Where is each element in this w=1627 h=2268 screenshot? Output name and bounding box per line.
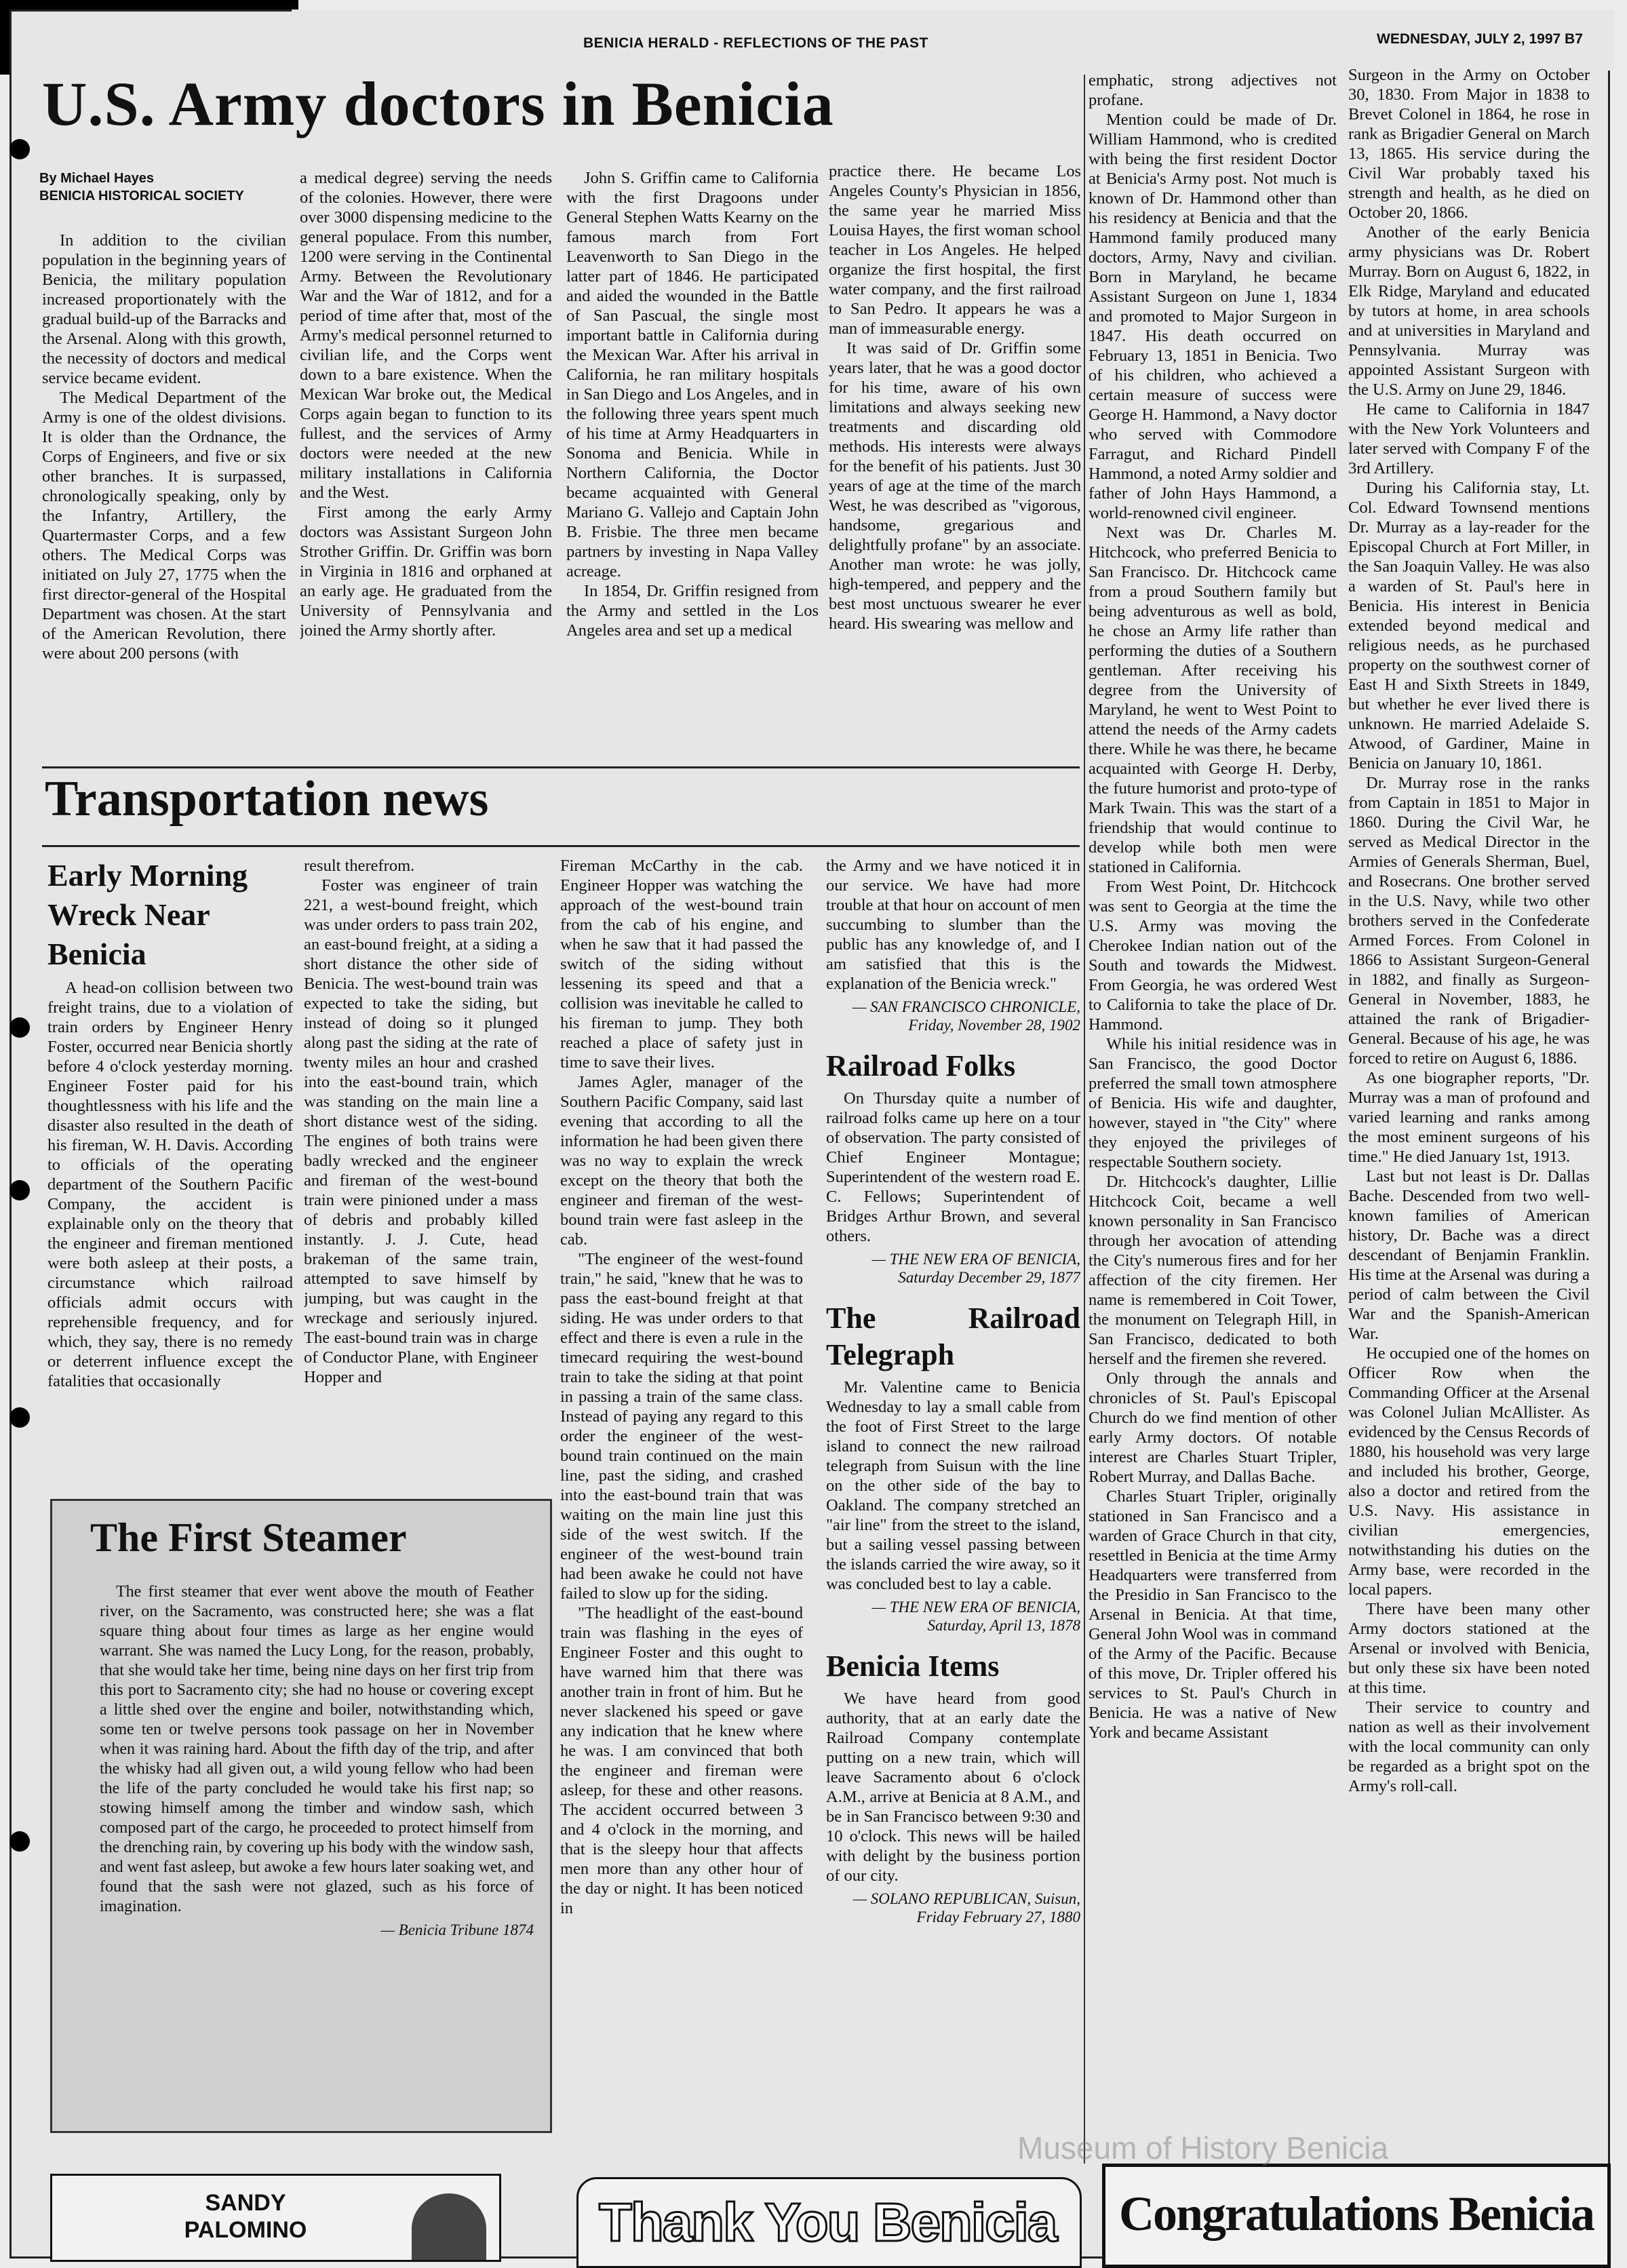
paragraph: a medical degree) serving the needs of the colonies. However, there were over 3000 dispensing medicine to the general populace. From this number, 1200 were serving in the Continental Army. Between the Revolutionary War and the War of 1812, and for a period of time after that, most of the Army's medical personnel returned to civilian life, and the Corps went down to a bare existence. When the Mexican War broke out, the Medical Corps again began to function to its fullest, and the services of Army doctors were needed at the new military installations in California and the West. <box>300 169 552 502</box>
column-divider <box>1084 75 1085 2164</box>
paragraph: Mention could be made of Dr. William Hammond, who is credited with being the first resident Doctor at Benicia's Army post. Not much is known of Dr. Hammond other than his residency at Benicia and that the Hammond family produced many doctors, Army, Navy and civilian. Born in Maryland, he became Assistant Surgeon on June 1, 1834 and promoted to Major Surgeon in 1847. His death occurred on February 13, 1851 in Benicia. Two of his children, who achieved a certain measure of success were George H. Hammond, a Navy doctor who served with Commodore Farragut, and Richard Pindell Hammond, a noted Army soldier and father of John Hays Hammond, a world-renowned civil engineer. <box>1089 111 1337 522</box>
paragraph: practice there. He became Los Angeles County's Physician in 1856, the same year he married Miss Louisa Hayes, the first woman school teacher in Los Angeles. He helped organize the first hospital, the first water company, and the first railroad to San Pedro. It appears he was a man of immeasurable energy. <box>829 162 1081 338</box>
wreck-col-1 <box>47 856 293 1480</box>
wreck-col-2 <box>304 856 538 1480</box>
paragraph: Foster was engineer of train 221, a west-bound freight, which was under orders to pass train 202, an east-bound freight, at a siding a short distance the other side of Benicia. The west-bound train was expected to take the siding, but instead of doing so it plunged along past the siding at the rate of twenty miles an hour and crashed into the east-bound train, which was standing on the main line a short distance west of the siding. The engines of both trains were badly wrecked and the engineer and fireman of the west-bound train were pinioned under a mass of debris and probably killed instantly. J. J. Cute, head brakeman of the same train, attempted to save himself by jumping, but was caught in the wreckage and seriously injured. The east-bound train was in charge of Conductor Plane, with Engineer Hopper and <box>304 876 538 1386</box>
telegraph-credit: — THE NEW ERA OF BENICIA, Saturday, April 13, 1878 <box>871 1599 1080 1634</box>
ad-thank-you <box>576 2177 1082 2268</box>
paragraph: "The headlight of the east-bound train was flashing in the eyes of Engineer Foster and this ought to have warned him that there was another train in front of him. But he never slackened his speed or gave any indication that he knew where he was. I am convinced that both the engineer and fireman were asleep, for these and other reasons. The accident occurred between 3 and 4 o'clock in the morning, and that is the sleepy hour that affects men more than any other hour of the day or night. It has been noticed in <box>560 1604 803 1917</box>
railroad-folks-credit: — THE NEW ERA OF BENICIA, Saturday December 29, 1877 <box>871 1251 1080 1286</box>
steamer-title: The First Steamer <box>90 1515 407 1560</box>
main-col-2 <box>300 168 552 760</box>
paragraph: On Thursday quite a number of railroad folks came up here on a tour of observation. The party consisted of Chief Engineer Montague; Superintendent of the western road E. C. Fellows; Superintendent of Bridges Arthur Brown, and several others. <box>826 1089 1080 1245</box>
main-col-1 <box>42 231 286 760</box>
date-page: WEDNESDAY, JULY 2, 1997 B7 <box>1377 31 1583 47</box>
byline-author: By Michael Hayes <box>39 171 154 186</box>
paragraph: Their service to country and nation as well as their involvement with the local community can only be regarded as a bright spot on the Army's roll-call. <box>1348 1698 1590 1795</box>
paragraph: Mr. Valentine came to Benicia Wednesday to lay a small cable from the foot of First Street to the large island to connect the new railroad telegraph from Suisun with the line on the other side of the bay to Oakland. The company stretched an "air line" from the street to the island, but a sailing vessel passing between the islands carried the wire away, so it was concluded best to lay a cable. <box>826 1378 1080 1593</box>
paragraph: He occupied one of the homes on Officer Row when the Commanding Officer at the Arsenal was Colonel Julian McAllister. As evidenced by the Census Records of 1880, his household was very large and included his brother, George, also a doctor and retired from the U.S. Navy. His assistance in civilian emergencies, notwithstanding his duties on the Army base, were recorded in the local papers. <box>1348 1344 1590 1599</box>
paragraph: While his initial residence was in San Francisco, the good Doctor preferred the small town atmosphere of Benicia. His wife and daughter, however, stayed in "the City" where they enjoyed the privileges of respectable Southern society. <box>1089 1035 1337 1171</box>
main-col-4 <box>829 161 1081 760</box>
main-headline: U.S. Army doctors in Benicia <box>42 69 834 138</box>
paragraph: the Army and we have noticed it in our service. We have had more trouble at that hour on account of men succumbing to slumber than the public has any knowledge of, and I am satisfied that this is the explanation of the Benicia wreck." <box>826 857 1080 993</box>
running-head: BENICIA HERALD - REFLECTIONS OF THE PAST <box>583 35 928 51</box>
first-steamer-box <box>50 1499 552 2133</box>
transport-col-4 <box>826 856 1080 2145</box>
paragraph: Last but not least is Dr. Dallas Bache. Descended from two well-known families of American history, Dr. Bache was a direct descendant of Benjamin Franklin. His time at the Arsenal was during a period of calm between the Civil War and the Spanish-American War. <box>1348 1167 1590 1343</box>
portrait-photo <box>412 2193 486 2262</box>
paragraph: As one biographer reports, "Dr. Murray was a man of profound and varied learning and ranks among the most eminent surgeons of his time." He died January 1st, 1913. <box>1348 1069 1590 1166</box>
section-rule-top <box>42 766 1080 768</box>
punch-hole <box>9 1017 30 1038</box>
benicia-items-credit: — SOLANO REPUBLICAN, Suisun, Friday February 27, 1880 <box>852 1890 1080 1925</box>
paragraph: In 1854, Dr. Griffin resigned from the Army and settled in the Los Angeles area and set up a medical <box>566 582 819 640</box>
ad-sandy-palomino <box>50 2174 501 2262</box>
paragraph: Charles Stuart Tripler, originally stationed in San Francisco and a warden of Grace Church in that city, resettled in Benicia at the time Army Headquarters were transferred from the Presidio in San Francisco to the Arsenal in Benicia. At that time, General John Wool was in command of the Army of the Pacific. Because of this move, Dr. Tripler offered his services to St. Paul's Church in Benicia. He was a native of New York and became Assistant <box>1089 1487 1337 1742</box>
railroad-folks-headline: Railroad Folks <box>826 1049 1016 1082</box>
paragraph: James Agler, manager of the Southern Pacific Company, said last evening that according to all the information he had been given there was no way to explain the wreck except on the theory that both the engineer and fireman of the west-bound train were fast asleep in the cab. <box>560 1073 803 1249</box>
paragraph: From West Point, Dr. Hitchcock was sent to Georgia at the time the U.S. Army was moving the Cherokee Indian nation out of the South and towards the Midwest. From Georgia, he was ordered West to California to take the place of Dr. Hammond. <box>1089 878 1337 1034</box>
paragraph: Another of the early Benicia army physicians was Dr. Robert Murray. Born on August 6, 1822, in Elk Ridge, Maryland and educated by tutors at home, in area schools and at universities in Maryland and Pennsylvania. Murray was appointed Assistant Surgeon with the U.S. Army on June 29, 1846. <box>1348 223 1590 399</box>
paragraph: The first steamer that ever went above the mouth of Feather river, on the Sacramento, was constructed here; she was a flat square thing about four times as large as her engine would warrant. She was named the Lucy Long, for the reason, probably, that she would take her time, being nine days on her first trip from this port to Sacramento city; she had no house or covering except a little shed over the engine and boiler, notwithstanding which, some ten or twelve persons took passage on her in November when it was raining hard. About the fifth day of the trip, and after the whisky had all given out, a wild young fellow who had been the life of the party concluded he would take his first nap; so stowing himself among the timber and window sash, which composed part of the cargo, he proceeded to protect himself from the drenching rain, by covering up his body with the window sash, and went fast asleep, but awoke a few hours later soaking wet, and found that the sash were not glazed, such as his force of imagination. <box>100 1583 534 1915</box>
paragraph: It was said of Dr. Griffin some years later, that he was a good doctor for his time, aware of his own limitations and always seeking new treatments and discarding old methods. His interests were always for the benefit of his patients. Just 30 years of age at the time of the march West, he was described as "vigorous, handsome, gregarious and delightfully profane" by an associate. Another man wrote: he was jolly, high-tempered, and peppery and the best most unctuous swearer he ever heard. His swearing was mellow and <box>829 339 1081 633</box>
paragraph: "The engineer of the west-found train," he said, "knew that he was to pass the east-bound freight at that siding. He was under orders to that effect and there is even a rule in the timecard requiring the west-bound train to take the siding at that point in passing a train of the same class. Instead of paying any regard to this order the engineer of the west-bound train continued on the main line, past the siding, and crashed into the east-bound train that was waiting on the main line just this side of the west switch. If the engineer of the west-bound train had been awake he could not have failed to slow up for the siding. <box>560 1250 803 1603</box>
benicia-items-headline: Benicia Items <box>826 1649 1000 1683</box>
paragraph: The Medical Department of the Army is one of the oldest divisions. It is older than the Ordnance, the Corps of Engineers, and five or six other branches. It is surpassed, chronologically speaking, only by the Infantry, Artillery, the Quartermaster Corps, and a few others. The Medical Corps was initiated on July 27, 1775 when the first director-general of the Hospital Department was chosen. At the start of the American Revolution, there were about 200 persons (with <box>42 389 286 663</box>
punch-hole <box>9 1180 30 1200</box>
museum-watermark: Museum of History Benicia <box>1017 2130 1389 2166</box>
main-col-6 <box>1348 65 1590 2161</box>
paragraph: He came to California in 1847 with the New York Volunteers and later served with Company F of the 3rd Artillery. <box>1348 400 1590 477</box>
ad-thank-you-text: Thank You Benicia <box>599 2192 1057 2252</box>
paragraph: Next was Dr. Charles M. Hitchcock, who preferred Benicia to San Francisco. Dr. Hitchcock came from a proud Southern family but being adventurous as well as bold, he chose an Army life rather than performing the duties of a Southern gentleman. After receiving his degree from the University of Maryland, he went to West Point to attend the needs of the Army cadets there. While he was there, he became acquainted with George H. Derby, the future humorist and proto-type of Mark Twain. This was the start of a friendship that would continue to develop while both men were stationed in California. <box>1089 524 1337 876</box>
paragraph: John S. Griffin came to California with the first Dragoons under General Stephen Watts Kearny on the famous march from Fort Leavenworth to San Diego in the latter part of 1846. He participated and aided the wounded in the Battle of San Pascual, the single most important battle in California during the Mexican War. After his arrival in California, he ran military hospitals in San Diego and Los Angeles, and in the following three years spent much of his time at Army Headquarters in Sonoma and Benicia. While in Northern California, the Doctor became acquainted with General Mariano G. Vallejo and Captain John B. Frisbie. The three men became partners by investing in Napa Valley acreage. <box>566 169 819 581</box>
paragraph: We have heard from good authority, that at an early date the Railroad Company contemplate putting on a new train, which will leave Sacramento about 6 o'clock A.M., arrive at Benicia at 8 A.M., and be in San Francisco between 9:30 and 10 o'clock. This news will be hailed with delight by the business portion of our city. <box>826 1689 1080 1885</box>
paragraph: A head-on collision between two freight trains, due to a violation of train orders by Engineer Henry Foster, occurred near Benicia shortly before 4 o'clock yesterday morning. Engineer Foster paid for his thoughtlessness with his life and the disaster also resulted in the death of his fireman, W. H. Davis. According to officials of the operating department of the Southern Pacific Company, the accident is explainable only on the theory that the engineer and fireman mentioned were both asleep at their posts, a circumstance which railroad officials admit occurs with reprehensible frequency, and for which, they say, there is no remedy or deterrent influence except the fatalities that occasionally <box>47 979 293 1390</box>
paragraph: First among the early Army doctors was Assistant Surgeon John Strother Griffin. Dr. Griffin was born in Virginia in 1816 and orphaned at an early age. He graduated from the University of Pennsylvania and joined the Army shortly after. <box>300 503 552 640</box>
steamer-credit: — Benicia Tribune 1874 <box>380 1921 534 1938</box>
paragraph: Dr. Hitchcock's daughter, Lillie Hitchcock Coit, became a well known personality in San Francisco through her avocation of attending the City's numerous fires and for her affection of the city firemen. Her name is remembered in Coit Tower, the monument on Telegraph Hill, in San Francisco, dedicated to both herself and the firemen she revered. <box>1089 1173 1337 1368</box>
paragraph: During his California stay, Lt. Col. Edward Townsend mentions Dr. Murray as a lay-reader for the Episcopal Church at Fort Miller, in the San Joaquin Valley. He was also a warden of St. Paul's here in Benicia. His interest in Benicia extended beyond medical and religious needs, as he purchased property on the southwest corner of East H and Sixth Streets in 1849, but whether he ever lived there is unknown. He married Adelaide S. Atwood, of Gardiner, Maine in Benicia on January 10, 1861. <box>1348 479 1590 773</box>
steamer-text <box>100 1582 534 1939</box>
punch-hole <box>9 1831 30 1852</box>
ad-sandy-name: SANDY PALOMINO <box>184 2190 307 2243</box>
paragraph: emphatic, strong adjectives not profane. <box>1089 71 1337 109</box>
paragraph: result therefrom. <box>304 857 415 875</box>
ad-congrats-text: Congratulations Benicia <box>1119 2187 1594 2241</box>
transport-section-title: Transportation news <box>45 771 489 827</box>
byline <box>39 170 244 205</box>
paragraph: Only through the annals and chronicles of St. Paul's Episcopal Church do we find mention of other early Army doctors. Of notable interest are Charles Stuart Tripler, Robert Murray, and Dallas Bache. <box>1089 1369 1337 1486</box>
wreck-headline: Early Morning Wreck Near Benicia <box>47 858 248 971</box>
wreck-col-3 <box>560 856 803 2131</box>
byline-affiliation: BENICIA HISTORICAL SOCIETY <box>39 189 244 203</box>
main-col-3 <box>566 168 819 760</box>
punch-hole <box>9 139 30 159</box>
paragraph: In addition to the civilian population in the beginning years of Benicia, the military population increased proportionately with the gradual build-up of the Barracks and the Arsenal. Along with this growth, the necessity of doctors and medical service became evident. <box>42 231 286 387</box>
wreck-credit: — SAN FRANCISCO CHRONICLE, Friday, November 28, 1902 <box>852 998 1080 1034</box>
section-rule-bottom <box>42 845 1080 847</box>
paragraph: There have been many other Army doctors stationed at the Arsenal or involved with Benicia, but only these six have been noted at this time. <box>1348 1600 1590 1697</box>
paragraph: Fireman McCarthy in the cab. Engineer Hopper was watching the approach of the west-bound train from the cab of his engine, and when he saw that it had passed the switch of the siding without lessening its speed and that a collision was inevitable he called to his fireman to jump. They both reached a place of safety just in time to save their lives. <box>560 857 803 1072</box>
ad-congratulations <box>1102 2164 1611 2268</box>
paragraph: Dr. Murray rose in the ranks from Captain in 1851 to Major in 1860. During the Civil War, he served as Medical Director in the Armies of Generals Sherman, Buel, and Rosecrans. One brother served in the U.S. Navy, while two other brothers served in the Confederate Armed Forces. From Colonel in 1866 to Assistant Surgeon-General in 1882, and finally as Surgeon-General in November, 1883, he attained the rank of Brigadier-General. Because of his age, he was forced to retire on August 6, 1886. <box>1348 774 1590 1068</box>
telegraph-headline: The Railroad Telegraph <box>826 1302 1080 1371</box>
punch-hole <box>9 1407 30 1428</box>
paragraph: Surgeon in the Army on October 30, 1830. From Major in 1838 to Brevet Colonel in 1864, he rose in rank as Brigadier General on March 13, 1865. His service during the Civil War probably taxed his strength and health, as he died on October 20, 1866. <box>1348 66 1590 222</box>
main-col-5 <box>1089 71 1337 2146</box>
